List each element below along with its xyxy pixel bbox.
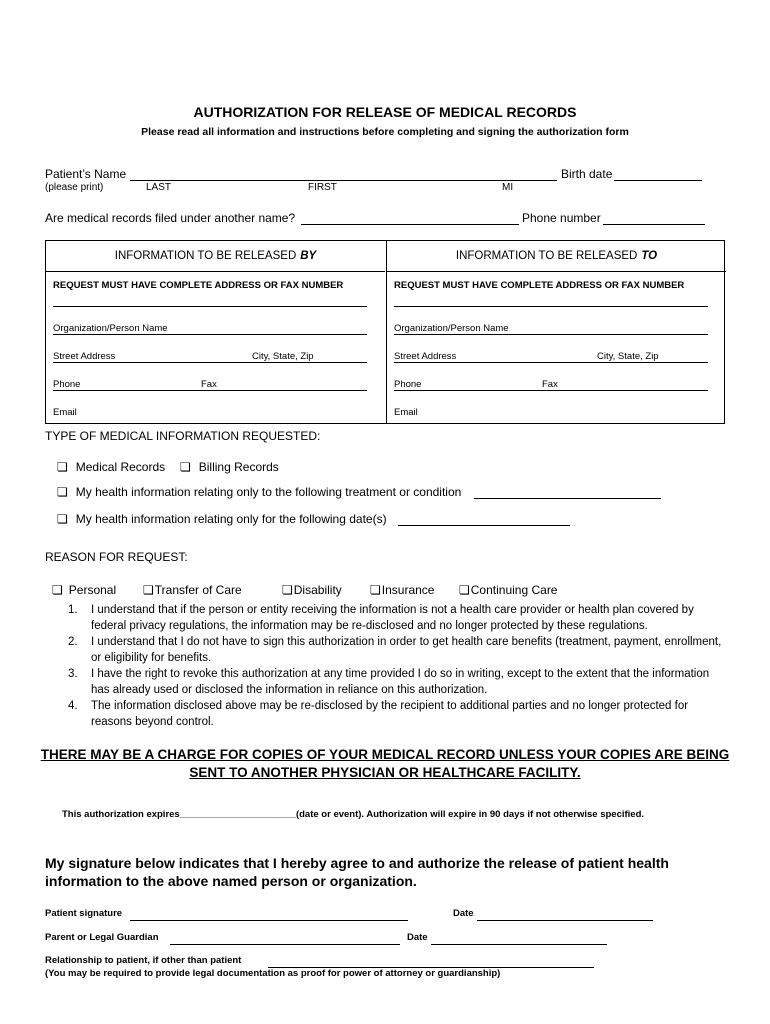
guardian-signature-field[interactable] xyxy=(170,932,400,945)
release-by-phone-label: Phone xyxy=(53,379,81,390)
patient-signature-label: Patient signature xyxy=(45,908,123,919)
dates-option[interactable] xyxy=(57,512,387,526)
type-section-heading: TYPE OF MEDICAL INFORMATION REQUESTED: xyxy=(45,429,321,443)
release-by-header-text: INFORMATION TO BE RELEASED xyxy=(114,250,297,262)
patient-date-field[interactable] xyxy=(477,908,653,921)
medical-records-option[interactable] xyxy=(57,460,165,474)
release-to-street-label: Street Address xyxy=(394,351,457,362)
reason-option-disability[interactable] xyxy=(282,583,342,597)
release-by-street-label: Street Address xyxy=(53,351,116,362)
agreement-statement: My signature below indicates that I hereby agree to and authorize the release of patient health information to the above named person or organization. xyxy=(45,855,669,889)
checkbox-icon[interactable]: ❏ xyxy=(57,460,68,474)
checkbox-icon[interactable]: ❏ xyxy=(57,512,68,526)
birth-date-field[interactable] xyxy=(614,167,702,181)
acknowledgement-list xyxy=(64,602,724,730)
list-item xyxy=(64,602,724,634)
middle-initial-hint: MI xyxy=(502,182,514,193)
release-to-header xyxy=(387,241,726,272)
guardian-date-label: Date xyxy=(407,932,428,943)
patient-name-label: Patient’s Name xyxy=(45,167,127,181)
release-to-column xyxy=(386,241,727,423)
list-item-number: 1. xyxy=(68,604,78,616)
release-to-street-field[interactable] xyxy=(394,334,708,335)
other-name-field[interactable] xyxy=(301,211,519,225)
checkbox-icon[interactable]: ❏ xyxy=(282,583,293,597)
reason-option-personal[interactable] xyxy=(52,583,116,597)
reason-section-heading: REASON FOR REQUEST: xyxy=(45,550,188,564)
billing-records-option[interactable] xyxy=(180,460,279,474)
medical-records-label: Medical Records xyxy=(75,460,166,474)
expiration-suffix: (date or event). Authorization will expire in 90 days if not otherwise specified. xyxy=(295,809,645,820)
reason-label: Transfer of Care xyxy=(154,583,242,597)
list-item-text: The information disclosed above may be re-disclosed by the recipient to additional parties and no longer protected for reasons beyond control. xyxy=(91,700,689,728)
list-item xyxy=(64,666,724,698)
relationship-note: (You may be required to provide legal documentation as proof for power of attorney or guardianship) xyxy=(45,968,501,979)
release-by-org-field[interactable] xyxy=(53,306,367,307)
first-name-hint: FIRST xyxy=(308,182,337,193)
reason-option-continuing-care[interactable] xyxy=(459,583,557,597)
phone-number-label: Phone number xyxy=(522,211,601,225)
release-to-fax-label: Fax xyxy=(542,379,558,390)
list-item-text: I have the right to revoke this authorization at any time provided I do so in writing, except to the extent that the information has already used or disclosed the information in reliance on this authorization. xyxy=(91,668,710,696)
patient-date-label: Date xyxy=(453,908,474,919)
other-name-label: Are medical records filed under another name? xyxy=(45,211,296,225)
release-by-column xyxy=(46,241,386,423)
release-by-note: REQUEST MUST HAVE COMPLETE ADDRESS OR FAX NUMBER xyxy=(53,280,344,291)
expiration-field[interactable]: ______________________ xyxy=(179,809,296,820)
release-by-fax-label: Fax xyxy=(201,379,217,390)
list-item-number: 4. xyxy=(68,700,78,712)
guardian-signature-label: Parent or Legal Guardian xyxy=(45,932,159,943)
list-item-number: 2. xyxy=(68,636,78,648)
checkbox-icon[interactable]: ❏ xyxy=(52,583,63,597)
treatment-field[interactable] xyxy=(474,485,661,499)
release-to-email-label: Email xyxy=(394,407,418,418)
reason-label: Disability xyxy=(293,583,342,597)
release-to-phone-field[interactable] xyxy=(394,362,708,363)
checkbox-icon[interactable]: ❏ xyxy=(57,485,68,499)
treatment-option[interactable] xyxy=(57,485,461,499)
form-subtitle: Please read all information and instructions before completing and signing the authorization form xyxy=(141,126,629,138)
relationship-field[interactable] xyxy=(268,955,594,968)
release-to-email-field[interactable] xyxy=(394,390,708,391)
list-item xyxy=(64,698,724,730)
charge-warning xyxy=(0,746,770,782)
release-to-org-field[interactable] xyxy=(394,306,708,307)
release-to-phone-label: Phone xyxy=(394,379,422,390)
release-by-phone-field[interactable] xyxy=(53,362,367,363)
dates-field[interactable] xyxy=(398,512,570,526)
reason-label: Insurance xyxy=(381,583,435,597)
release-to-header-text: INFORMATION TO BE RELEASED xyxy=(455,250,638,262)
release-by-city-label: City, State, Zip xyxy=(252,351,314,362)
release-by-header xyxy=(46,241,385,272)
expiration-statement xyxy=(62,809,644,820)
last-name-hint: LAST xyxy=(146,182,172,193)
release-to-org-label: Organization/Person Name xyxy=(394,323,509,334)
checkbox-icon[interactable]: ❏ xyxy=(143,583,154,597)
release-by-email-label: Email xyxy=(53,407,77,418)
phone-number-field[interactable] xyxy=(603,211,705,225)
charge-warning-text: THERE MAY BE A CHARGE FOR COPIES OF YOUR MEDICAL RECORD UNLESS YOUR COPIES ARE BEING SENT TO ANOTHER PHYSICIAN OR HEALTHCARE FACILITY. xyxy=(40,747,730,780)
release-to-city-label: City, State, Zip xyxy=(597,351,659,362)
release-info-table xyxy=(45,240,725,424)
list-item-text: I understand that if the person or entity receiving the information is not a health care provider or health plan covered by federal privacy regulations, the information may be re-disclosed and no longer protected by these regulations. xyxy=(91,604,694,632)
birth-date-label: Birth date xyxy=(561,167,613,181)
checkbox-icon[interactable]: ❏ xyxy=(459,583,470,597)
form-title: AUTHORIZATION FOR RELEASE OF MEDICAL RECORDS xyxy=(193,104,577,120)
reason-option-insurance[interactable] xyxy=(370,583,434,597)
release-by-header-emphasis: BY xyxy=(300,250,317,262)
dates-label: My health information relating only for the following date(s) xyxy=(75,512,387,526)
guardian-date-field[interactable] xyxy=(431,932,607,945)
release-by-email-field[interactable] xyxy=(53,390,367,391)
release-by-org-label: Organization/Person Name xyxy=(53,323,168,334)
treatment-label: My health information relating only to the following treatment or condition xyxy=(75,485,462,499)
reason-label: Personal xyxy=(68,583,117,597)
release-by-street-field[interactable] xyxy=(53,334,367,335)
relationship-label: Relationship to patient, if other than patient xyxy=(45,955,242,966)
list-item-text: I understand that I do not have to sign this authorization in order to get health care benefits (treatment, payment, enrollment, or eligibility for benefits. xyxy=(91,636,722,664)
patient-name-field[interactable] xyxy=(130,167,557,181)
checkbox-icon[interactable]: ❏ xyxy=(180,460,191,474)
print-hint: (please print) xyxy=(45,182,104,193)
release-to-note: REQUEST MUST HAVE COMPLETE ADDRESS OR FAX NUMBER xyxy=(394,280,685,291)
billing-records-label: Billing Records xyxy=(198,460,279,474)
reason-option-transfer[interactable] xyxy=(143,583,242,597)
list-item-number: 3. xyxy=(68,668,78,680)
expiration-prefix: This authorization expires xyxy=(62,809,180,820)
release-to-header-emphasis: TO xyxy=(641,250,658,262)
reason-label: Continuing Care xyxy=(470,583,558,597)
checkbox-icon[interactable]: ❏ xyxy=(370,583,381,597)
patient-signature-field[interactable] xyxy=(130,908,408,921)
list-item xyxy=(64,634,724,666)
